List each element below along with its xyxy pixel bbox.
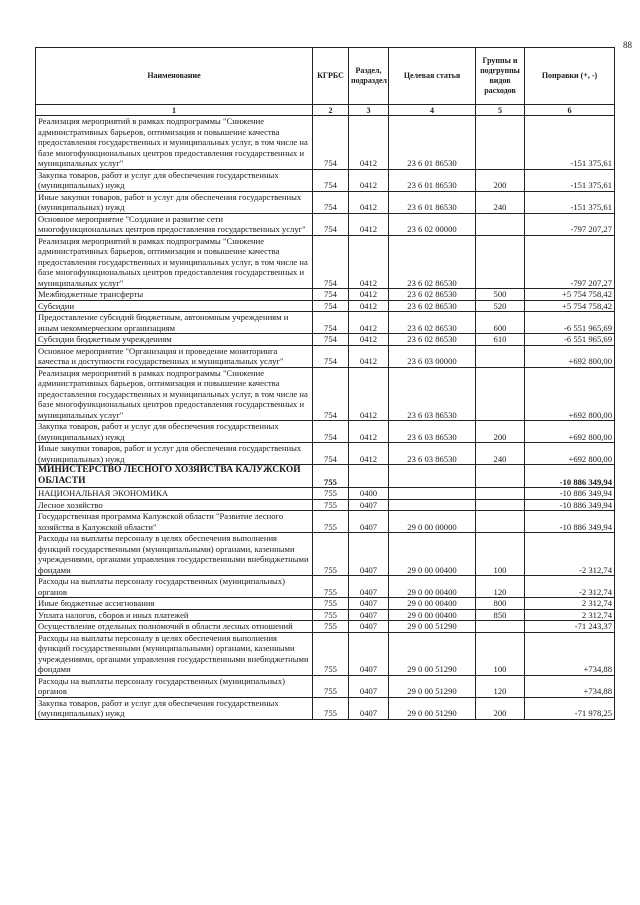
row-section-cell: 0412	[349, 235, 389, 289]
col-number: 1	[36, 105, 313, 116]
row-section-cell: 0407	[349, 598, 389, 610]
row-target-cell: 23 6 01 86530	[389, 116, 476, 170]
row-group-cell: 610	[476, 334, 525, 346]
row-kgrbs-cell: 754	[313, 191, 349, 213]
row-group-cell: 200	[476, 169, 525, 191]
table-row	[36, 465, 615, 488]
row-target-cell: 29 0 00 00000	[389, 511, 476, 533]
row-group-cell: 100	[476, 533, 525, 576]
row-name-cell: Предоставление субсидий бюджетным, автономным учреждениям и иным некоммерческим организациям	[36, 312, 313, 334]
row-section-cell: 0412	[349, 116, 389, 170]
row-amount-cell: +692 800,00	[525, 443, 615, 465]
row-name-cell: Осуществление отдельных полномочий в области лесных отношений	[36, 621, 313, 633]
row-kgrbs-cell: 754	[313, 116, 349, 170]
row-name-cell: Иные закупки товаров, работ и услуг для обеспечения государственных (муниципальных) нужд	[36, 191, 313, 213]
row-section-cell: 0412	[349, 289, 389, 301]
row-amount-cell: -71 243,37	[525, 621, 615, 633]
row-amount-cell: -151 375,61	[525, 191, 615, 213]
row-name-cell: Основное мероприятие "Создание и развитие сети многофункциональных центров предоставления государственных услуг"	[36, 213, 313, 235]
row-kgrbs-cell: 755	[313, 632, 349, 675]
row-amount-cell: -10 886 349,94	[525, 499, 615, 511]
row-name-cell: Государственная программа Калужской области "Развитие лесного хозяйства в Калужской области"	[36, 511, 313, 533]
row-amount-cell: +734,88	[525, 675, 615, 697]
row-amount-cell: -797 207,27	[525, 235, 615, 289]
row-amount-cell: 2 312,74	[525, 609, 615, 621]
col-header-section: Раздел, подраздел	[349, 48, 389, 105]
row-target-cell: 23 6 01 86530	[389, 169, 476, 191]
row-section-cell: 0412	[349, 300, 389, 312]
col-number: 4	[389, 105, 476, 116]
row-target-cell: 23 6 02 00000	[389, 213, 476, 235]
col-header-target: Целевая статья	[389, 48, 476, 105]
column-number-row	[36, 105, 615, 116]
col-number: 2	[313, 105, 349, 116]
row-group-cell: 240	[476, 443, 525, 465]
row-section-cell: 0407	[349, 621, 389, 633]
row-section-cell: 0412	[349, 345, 389, 367]
row-section-cell: 0412	[349, 169, 389, 191]
row-target-cell	[389, 465, 476, 488]
row-amount-cell: -6 551 965,69	[525, 334, 615, 346]
row-kgrbs-cell: 755	[313, 499, 349, 511]
row-name-cell: Расходы на выплаты персоналу государственных (муниципальных) органов	[36, 576, 313, 598]
row-group-cell	[476, 213, 525, 235]
row-group-cell: 120	[476, 675, 525, 697]
row-name-cell: МИНИСТЕРСТВО ЛЕСНОГО ХОЗЯЙСТВА КАЛУЖСКОЙ ОБЛАСТИ	[36, 465, 313, 488]
row-name-cell: Реализация мероприятий в рамках подпрограммы "Снижение административных барьеров, оптимизация и повышение качества предоставления государственных и муниципальных услуг, в том числе на базе многофункциональных центров предоставления государственных и муниципальных услуг"	[36, 116, 313, 170]
row-section-cell: 0407	[349, 609, 389, 621]
row-amount-cell: +734,88	[525, 632, 615, 675]
row-section-cell: 0412	[349, 367, 389, 421]
row-amount-cell: -2 312,74	[525, 576, 615, 598]
row-kgrbs-cell: 755	[313, 488, 349, 500]
row-name-cell: Иные бюджетные ассигнования	[36, 598, 313, 610]
row-kgrbs-cell: 754	[313, 169, 349, 191]
row-target-cell	[389, 488, 476, 500]
row-kgrbs-cell: 755	[313, 621, 349, 633]
row-amount-cell: -71 978,25	[525, 697, 615, 719]
col-header-name: Наименование	[36, 48, 313, 105]
row-group-cell: 120	[476, 576, 525, 598]
row-target-cell: 23 6 01 86530	[389, 191, 476, 213]
row-name-cell: Основное мероприятие "Организация и проведение мониторинга качества и доступности государственных и муниципальных услуг"	[36, 345, 313, 367]
row-name-cell: Реализация мероприятий в рамках подпрограммы "Снижение административных барьеров, оптимизация и повышение качества предоставления государственных и муниципальных услуг, в том числе на базе многофункциональных центров предоставления государственных и муниципальных услуг"	[36, 367, 313, 421]
table-row	[36, 488, 615, 500]
row-group-cell: 500	[476, 289, 525, 301]
row-amount-cell: -10 886 349,94	[525, 465, 615, 488]
row-target-cell: 29 0 00 00400	[389, 609, 476, 621]
table-row	[36, 345, 615, 367]
row-target-cell: 23 6 03 86530	[389, 421, 476, 443]
table-row	[36, 289, 615, 301]
row-target-cell: 23 6 02 86530	[389, 334, 476, 346]
row-kgrbs-cell: 754	[313, 300, 349, 312]
page-number: 88	[623, 40, 632, 50]
budget-amendments-table	[35, 47, 615, 720]
table-row	[36, 300, 615, 312]
row-target-cell: 29 0 00 51290	[389, 675, 476, 697]
row-amount-cell: -151 375,61	[525, 116, 615, 170]
row-section-cell: 0407	[349, 499, 389, 511]
row-kgrbs-cell: 755	[313, 576, 349, 598]
table-row	[36, 675, 615, 697]
row-target-cell	[389, 499, 476, 511]
table-row	[36, 367, 615, 421]
row-amount-cell: -2 312,74	[525, 533, 615, 576]
col-header-amend: Поправки (+, -)	[525, 48, 615, 105]
row-section-cell	[349, 465, 389, 488]
row-name-cell: Расходы на выплаты персоналу в целях обеспечения выполнения функций государственными (муниципальными) органами, казенными учреждениями, органами управления государственными внебюджетными фондами	[36, 533, 313, 576]
row-kgrbs-cell: 754	[313, 289, 349, 301]
row-kgrbs-cell: 755	[313, 675, 349, 697]
row-group-cell	[476, 499, 525, 511]
row-name-cell: Закупка товаров, работ и услуг для обеспечения государственных (муниципальных) нужд	[36, 697, 313, 719]
row-amount-cell: -10 886 349,94	[525, 488, 615, 500]
row-section-cell: 0412	[349, 312, 389, 334]
row-name-cell: Уплата налогов, сборов и иных платежей	[36, 609, 313, 621]
row-amount-cell: +692 800,00	[525, 367, 615, 421]
table-row	[36, 191, 615, 213]
row-amount-cell: 2 312,74	[525, 598, 615, 610]
row-name-cell: Субсидии	[36, 300, 313, 312]
row-group-cell: 200	[476, 421, 525, 443]
row-kgrbs-cell: 755	[313, 465, 349, 488]
table-row	[36, 499, 615, 511]
row-kgrbs-cell: 755	[313, 609, 349, 621]
table-row	[36, 697, 615, 719]
header-row	[36, 48, 615, 105]
row-kgrbs-cell: 754	[313, 421, 349, 443]
row-target-cell: 29 0 00 00400	[389, 533, 476, 576]
row-target-cell: 29 0 00 51290	[389, 621, 476, 633]
row-kgrbs-cell: 755	[313, 511, 349, 533]
row-name-cell: Расходы на выплаты персоналу в целях обеспечения выполнения функций государственными (муниципальными) органами, казенными учреждениями, органами управления государственными внебюджетными фондами	[36, 632, 313, 675]
row-name-cell: Субсидии бюджетным учреждениям	[36, 334, 313, 346]
row-section-cell: 0412	[349, 191, 389, 213]
col-header-groups: Группы и подгруппы видов расходов	[476, 48, 525, 105]
row-section-cell: 0412	[349, 443, 389, 465]
table-row	[36, 312, 615, 334]
row-target-cell: 23 6 03 86530	[389, 367, 476, 421]
table-row	[36, 213, 615, 235]
table-row	[36, 621, 615, 633]
row-group-cell: 520	[476, 300, 525, 312]
row-section-cell: 0400	[349, 488, 389, 500]
row-name-cell: Лесное хозяйство	[36, 499, 313, 511]
table-row	[36, 632, 615, 675]
row-section-cell: 0412	[349, 421, 389, 443]
row-target-cell: 23 6 03 86530	[389, 443, 476, 465]
table-row	[36, 421, 615, 443]
row-amount-cell: +692 800,00	[525, 345, 615, 367]
row-amount-cell: -797 207,27	[525, 213, 615, 235]
row-name-cell: Реализация мероприятий в рамках подпрограммы "Снижение административных барьеров, оптимизация и повышение качества предоставления государственных и муниципальных услуг, в том числе на базе многофункциональных центров предоставления государственных и муниципальных услуг"	[36, 235, 313, 289]
row-kgrbs-cell: 754	[313, 213, 349, 235]
row-amount-cell: -10 886 349,94	[525, 511, 615, 533]
row-group-cell	[476, 116, 525, 170]
row-amount-cell: +5 754 758,42	[525, 300, 615, 312]
row-target-cell: 23 6 02 86530	[389, 235, 476, 289]
row-target-cell: 23 6 02 86530	[389, 289, 476, 301]
row-section-cell: 0407	[349, 533, 389, 576]
table-row	[36, 169, 615, 191]
table-row	[36, 609, 615, 621]
row-group-cell: 850	[476, 609, 525, 621]
row-group-cell	[476, 345, 525, 367]
row-group-cell: 600	[476, 312, 525, 334]
row-kgrbs-cell: 755	[313, 598, 349, 610]
row-group-cell: 100	[476, 632, 525, 675]
row-target-cell: 29 0 00 00400	[389, 576, 476, 598]
row-target-cell: 29 0 00 51290	[389, 632, 476, 675]
row-target-cell: 23 6 02 86530	[389, 312, 476, 334]
row-name-cell: Закупка товаров, работ и услуг для обеспечения государственных (муниципальных) нужд	[36, 421, 313, 443]
row-name-cell: Закупка товаров, работ и услуг для обеспечения государственных (муниципальных) нужд	[36, 169, 313, 191]
row-group-cell	[476, 235, 525, 289]
row-group-cell	[476, 367, 525, 421]
row-target-cell: 29 0 00 51290	[389, 697, 476, 719]
row-name-cell: Иные закупки товаров, работ и услуг для обеспечения государственных (муниципальных) нужд	[36, 443, 313, 465]
row-name-cell: НАЦИОНАЛЬНАЯ ЭКОНОМИКА	[36, 488, 313, 500]
col-number: 5	[476, 105, 525, 116]
row-section-cell: 0407	[349, 576, 389, 598]
table-row	[36, 235, 615, 289]
row-target-cell: 23 6 02 86530	[389, 300, 476, 312]
row-group-cell	[476, 465, 525, 488]
row-amount-cell: -6 551 965,69	[525, 312, 615, 334]
row-kgrbs-cell: 755	[313, 533, 349, 576]
row-group-cell: 240	[476, 191, 525, 213]
table-row	[36, 598, 615, 610]
row-target-cell: 29 0 00 00400	[389, 598, 476, 610]
col-number: 6	[525, 105, 615, 116]
row-amount-cell: -151 375,61	[525, 169, 615, 191]
row-kgrbs-cell: 754	[313, 235, 349, 289]
row-amount-cell: +5 754 758,42	[525, 289, 615, 301]
col-number: 3	[349, 105, 389, 116]
row-kgrbs-cell: 754	[313, 334, 349, 346]
row-section-cell: 0407	[349, 632, 389, 675]
row-kgrbs-cell: 754	[313, 312, 349, 334]
row-name-cell: Межбюджетные трансферты	[36, 289, 313, 301]
table-row	[36, 511, 615, 533]
row-section-cell: 0407	[349, 675, 389, 697]
table-row	[36, 533, 615, 576]
row-group-cell	[476, 621, 525, 633]
row-amount-cell: +692 800,00	[525, 421, 615, 443]
row-kgrbs-cell: 755	[313, 697, 349, 719]
row-section-cell: 0407	[349, 697, 389, 719]
row-kgrbs-cell: 754	[313, 443, 349, 465]
row-group-cell	[476, 488, 525, 500]
row-kgrbs-cell: 754	[313, 345, 349, 367]
row-kgrbs-cell: 754	[313, 367, 349, 421]
table-row	[36, 443, 615, 465]
row-group-cell	[476, 511, 525, 533]
row-section-cell: 0412	[349, 334, 389, 346]
row-name-cell: Расходы на выплаты персоналу государственных (муниципальных) органов	[36, 675, 313, 697]
row-section-cell: 0412	[349, 213, 389, 235]
col-header-kgrbs: КГРБС	[313, 48, 349, 105]
row-group-cell: 200	[476, 697, 525, 719]
table-row	[36, 576, 615, 598]
table-row	[36, 334, 615, 346]
row-group-cell: 800	[476, 598, 525, 610]
row-target-cell: 23 6 03 00000	[389, 345, 476, 367]
table-row	[36, 116, 615, 170]
row-section-cell: 0407	[349, 511, 389, 533]
